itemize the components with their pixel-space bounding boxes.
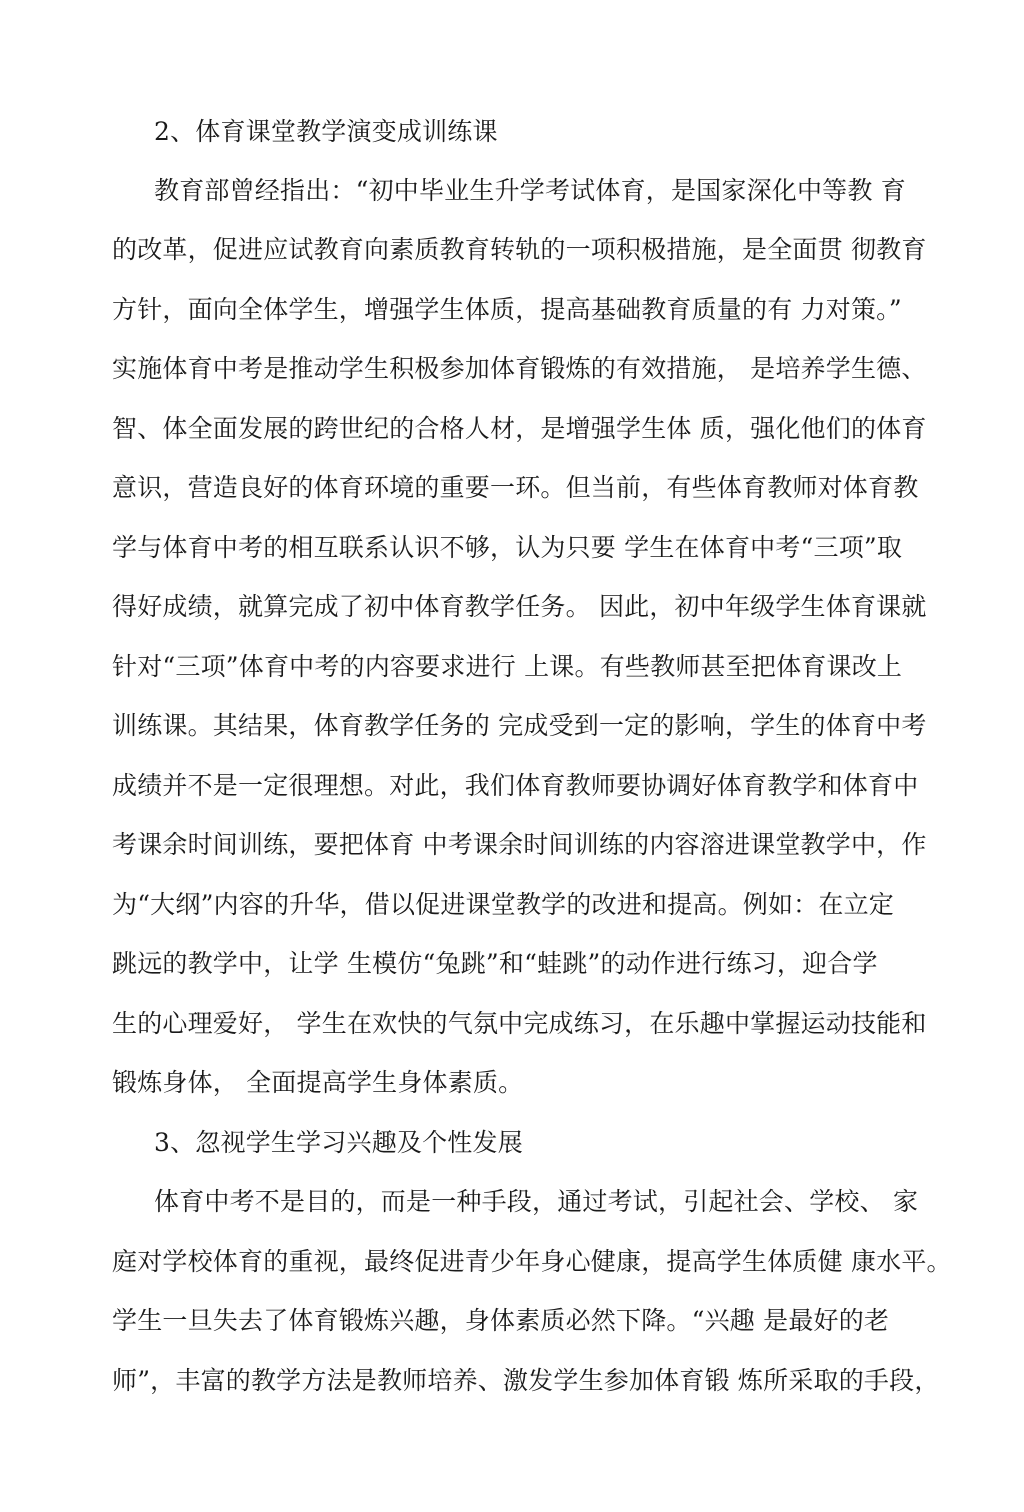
paragraph-line: 训练课。其结果，体育教学任务的 完成受到一定的影响，学生的体育中考 xyxy=(112,711,927,740)
paragraph-line: 体育中考不是目的，而是一种手段，通过考试，引起社会、学校、 家 xyxy=(154,1187,919,1216)
paragraph-line: 学生一旦失去了体育锻炼兴趣，身体素质必然下降。“兴趣 是最好的老 xyxy=(112,1306,890,1335)
paragraph-line: 生的心理爱好， 学生在欢快的气氛中完成练习，在乐趣中掌握运动技能和 xyxy=(112,1009,927,1038)
paragraph-line: 意识，营造良好的体育环境的重要一环。但当前，有些体育教师对体育教 xyxy=(112,473,919,502)
paragraph-line: 教育部曾经指出：“初中毕业生升学考试体育，是国家深化中等教 育 xyxy=(154,176,906,205)
paragraph-line: 实施体育中考是推动学生积极参加体育锻炼的有效措施， 是培养学生德、 xyxy=(112,354,927,383)
paragraph-line: 智、体全面发展的跨世纪的合格人材，是增强学生体 质，强化他们的体育 xyxy=(112,414,927,443)
paragraph-line: 跳远的教学中，让学 生模仿“兔跳”和“蛙跳”的动作进行练习，迎合学 xyxy=(112,949,878,978)
paragraph-line: 学与体育中考的相互联系认识不够，认为只要 学生在体育中考“三项”取 xyxy=(112,533,903,562)
section-heading: 2、体育课堂教学演变成训练课 xyxy=(154,117,498,146)
paragraph-line: 得好成绩，就算完成了初中体育教学任务。 因此，初中年级学生体育课就 xyxy=(112,592,927,621)
paragraph-line: 方针，面向全体学生，增强学生体质，提高基础教育质量的有 力对策。” xyxy=(112,295,902,324)
paragraph-line: 为“大纲”内容的升华，借以促进课堂教学的改进和提高。例如：在立定 xyxy=(112,890,894,919)
paragraph-line: 考课余时间训练，要把体育 中考课余时间训练的内容溶进课堂教学中，作 xyxy=(112,830,927,859)
paragraph-line: 针对“三项”体育中考的内容要求进行 上课。有些教师甚至把体育课改上 xyxy=(112,652,903,681)
paragraph-line: 的改革，促进应试教育向素质教育转轨的一项积极措施，是全面贯 彻教育 xyxy=(112,235,927,264)
paragraph-line: 成绩并不是一定很理想。对此，我们体育教师要协调好体育教学和体育中 xyxy=(112,771,919,800)
paragraph-line: 师”，丰富的教学方法是教师培养、激发学生参加体育锻 炼所采取的手段， xyxy=(112,1366,940,1395)
paragraph-line: 锻炼身体， 全面提高学生身体素质。 xyxy=(112,1068,524,1097)
paragraph-line: 庭对学校体育的重视，最终促进青少年身心健康，提高学生体质健 康水平。 xyxy=(112,1247,952,1276)
section-heading: 3、忽视学生学习兴趣及个性发展 xyxy=(154,1128,523,1157)
